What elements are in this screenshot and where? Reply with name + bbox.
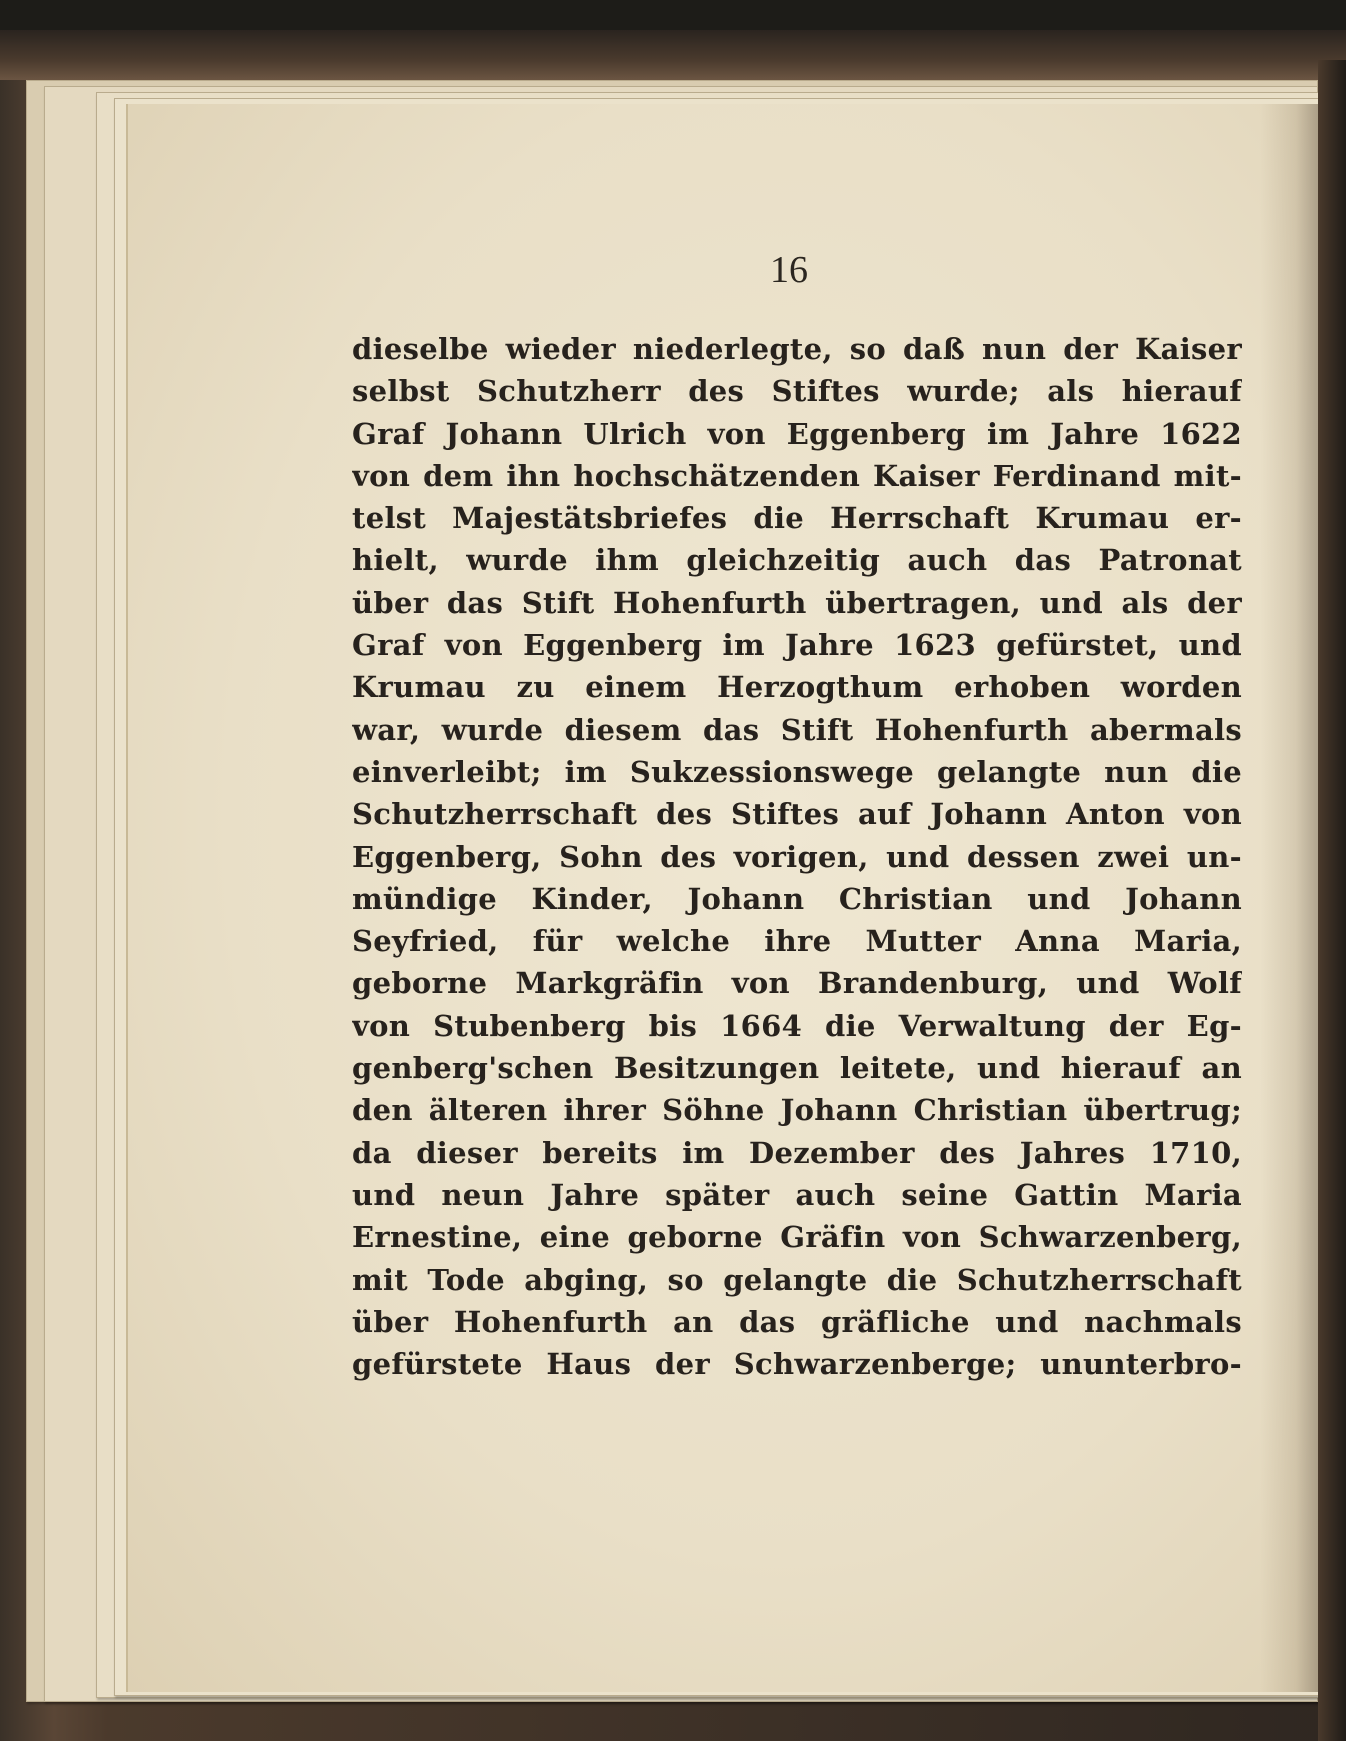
text-line: Graf Johann Ulrich von Eggenberg im Jahre 1622 [352,416,1242,451]
book-spine-shadow [1318,60,1346,1741]
book-cover-top-edge [0,30,1346,80]
text-line: Krumau zu einem Herzogthum erhoben worden [352,670,1242,705]
text-line: mit Tode abging, so gelangte die Schutzherrschaft [352,1262,1242,1297]
text-line: den älteren ihrer Söhne Johann Christian übertrug; [352,1093,1242,1128]
text-line: telst Majestätsbriefes die Herrschaft Krumau er- [352,501,1242,536]
text-line: gefürstete Haus der Schwarzenberge; ununterbro- [352,1347,1242,1382]
text-line: und neun Jahre später auch seine Gattin Maria [352,1177,1242,1212]
text-line: genberg'schen Besitzungen leitete, und hierauf an [352,1051,1242,1086]
text-line: einverleibt; im Sukzessionswege gelangte nun die [352,754,1242,789]
text-line: Seyfried, für welche ihre Mutter Anna Maria, [352,924,1242,959]
text-line: dieselbe wieder niederlegte, so daß nun der Kaiser [352,332,1242,366]
text-line: war, wurde diesem das Stift Hohenfurth abermals [352,712,1242,747]
text-line: Schutzherrschaft des Stiftes auf Johann Anton von [352,797,1242,832]
text-line: von Stubenberg bis 1664 die Verwaltung der Eg- [352,1008,1242,1043]
text-line: über Hohenfurth an das gräfliche und nachmals [352,1304,1242,1339]
text-line: da dieser bereits im Dezember des Jahres 1710, [352,1135,1242,1170]
text-line: geborne Markgräfin von Brandenburg, und Wolf [352,966,1242,1001]
text-line: Graf von Eggenberg im Jahre 1623 gefürstet, und [352,628,1242,663]
page-gutter-shadow [1260,104,1320,1692]
body-text [352,328,1242,1385]
text-line: selbst Schutzherr des Stiftes wurde; als hierauf [352,374,1242,409]
text-line: hielt, wurde ihm gleichzeitig auch das Patronat [352,543,1242,578]
text-line: mündige Kinder, Johann Christian und Johann [352,881,1242,916]
text-line: Eggenberg, Sohn des vorigen, und dessen zwei un- [352,839,1242,874]
page-number: 16 [770,249,808,291]
text-line: über das Stift Hohenfurth übertragen, und als der [352,585,1242,620]
text-line: Ernestine, eine geborne Gräfin von Schwarzenberg, [352,1220,1242,1255]
text-line: von dem ihn hochschätzenden Kaiser Ferdinand mit- [352,458,1242,493]
